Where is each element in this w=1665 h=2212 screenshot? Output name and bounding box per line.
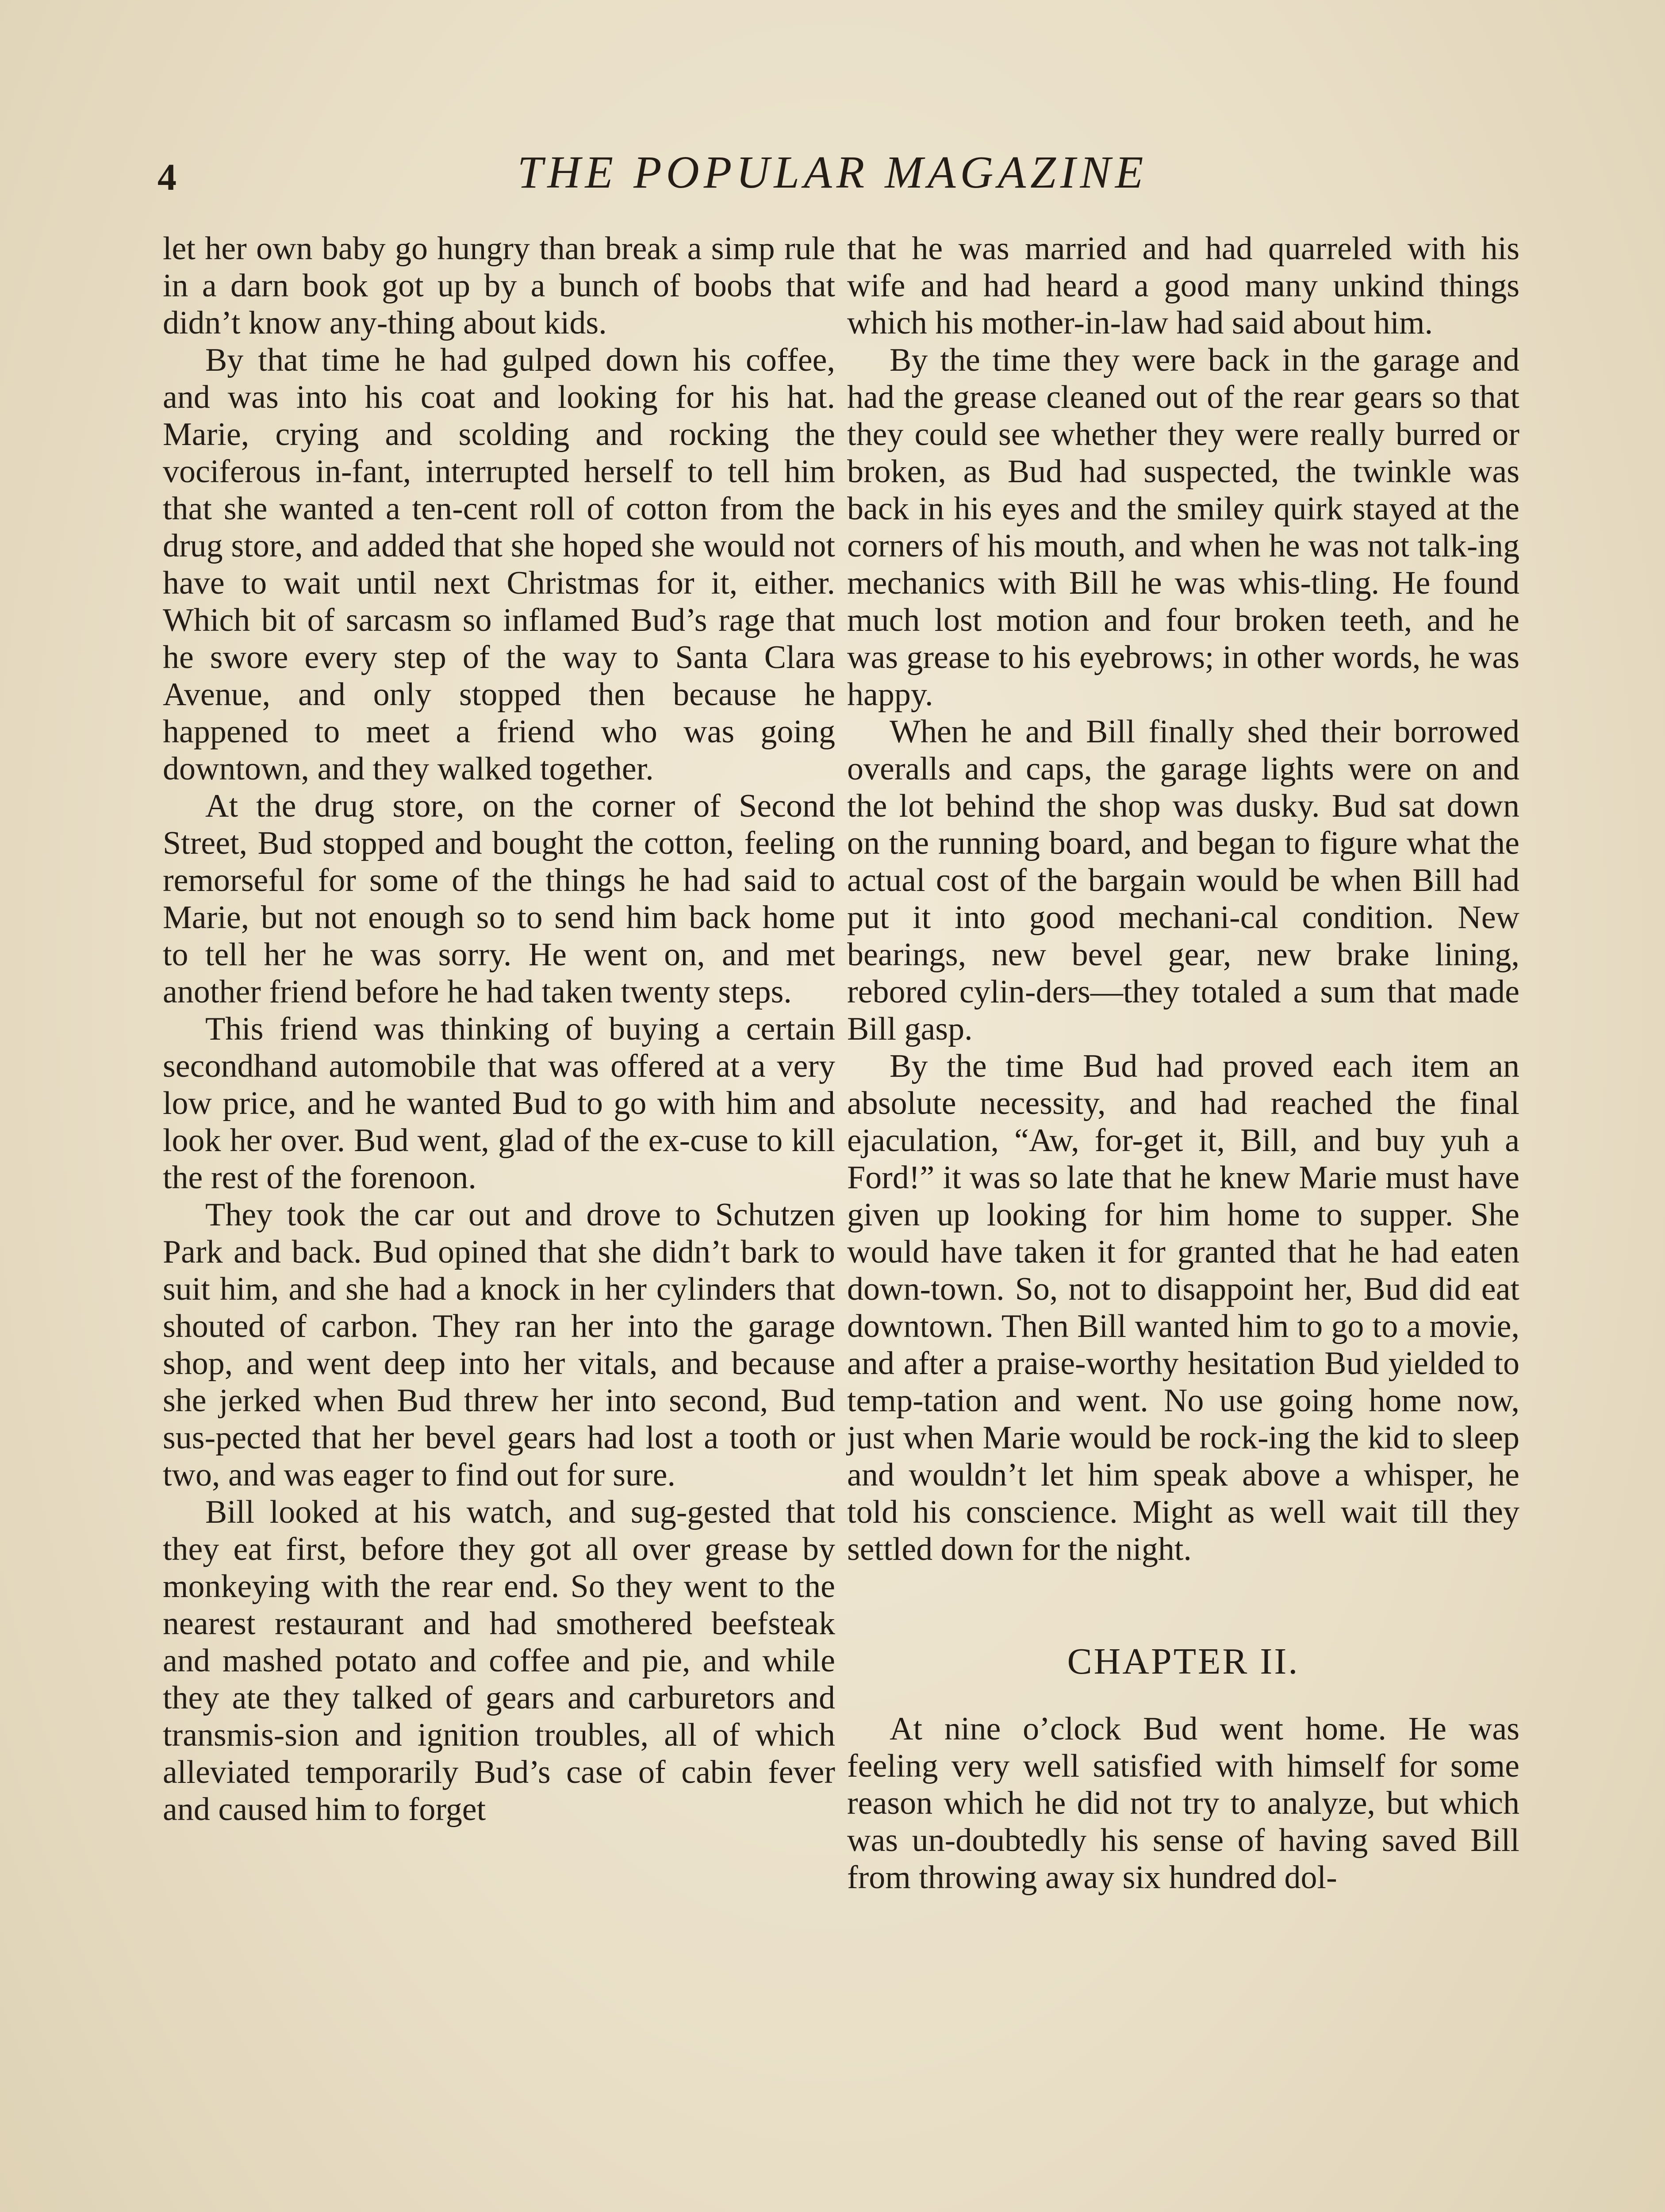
paragraph: Bill looked at his watch, and sug-gested that they eat first, before they got all over grease by monkeying with the rear end. So they went to the nearest restaurant and had smothered beefsteak and mashed potato and coffee and pie, and while they ate they talked of gears and carburetors and transmis-sion and ignition troubles, all of which alleviated temporarily Bud’s case of cabin fever and caused him to forget [163, 1494, 835, 1828]
paragraph: At nine o’clock Bud went home. He was feeling very well satisfied with himself for some reason which he did not try to analyze, but which was un-doubtedly his sense of having saved Bill from throwing away six hundred dol- [847, 1711, 1519, 1896]
page-header [157, 146, 1508, 217]
paragraph: By the time Bud had proved each item an absolute necessity, and had reached the final ejaculation, “Aw, for-get it, Bill, and buy yuh a Ford!” it was so late that he knew Marie must have given up looking for him home to supper. She would have taken it for granted that he had eaten down-town. So, not to disappoint her, Bud did eat downtown. Then Bill wanted him to go to a movie, and after a praise-worthy hesitation Bud yielded to temp-tation and went. No use going home now, just when Marie would be rock-ing the kid to sleep and wouldn’t let him speak above a whisper, he told his conscience. Might as well wait till they settled down for the night. [847, 1048, 1519, 1567]
paragraph: When he and Bill finally shed their borrowed overalls and caps, the garage lights were on and the lot behind the shop was dusky. Bud sat down on the running board, and began to figure what the actual cost of the bargain would be when Bill had put it into good mechani-cal condition. New bearings, new bevel gear, new brake lining, rebored cylin-ders—they totaled a sum that made Bill gasp. [847, 714, 1519, 1047]
paragraph: By the time they were back in the garage and had the grease cleaned out of the rear gears so that they could see whether they were really burred or broken, as Bud had suspected, the twinkle was back in his eyes and the smiley quirk stayed at the corners of his mouth, and when he was not talk-ing mechanics with Bill he was whis-tling. He found much lost motion and four broken teeth, and he was grease to his eyebrows; in other words, he was happy. [847, 342, 1519, 713]
right-column [847, 230, 1519, 1896]
paragraph: that he was married and had quarreled with his wife and had heard a good many unkind things which his mother-in-law had said about him. [847, 230, 1519, 341]
paragraph: let her own baby go hungry than break a simp rule in a darn book got up by a bunch of boobs that didn’t know any-thing about kids. [163, 230, 835, 341]
paragraph: They took the car out and drove to Schutzen Park and back. Bud opined that she didn’t bark to suit him, and she had a knock in her cylinders that shouted of carbon. They ran her into the garage shop, and went deep into her vitals, and because she jerked when Bud threw her into second, Bud sus-pected that her bevel gears had lost a tooth or two, and was eager to find out for sure. [163, 1197, 835, 1493]
left-column [163, 230, 835, 1828]
paragraph: This friend was thinking of buying a certain secondhand automobile that was offered at a very low price, and he wanted Bud to go with him and look her over. Bud went, glad of the ex-cuse to kill the rest of the forenoon. [163, 1011, 835, 1196]
paragraph: By that time he had gulped down his coffee, and was into his coat and looking for his hat. Marie, crying and scolding and rocking the vociferous in-fant, interrupted herself to tell him that she wanted a ten-cent roll of cotton from the drug store, and added that she hoped she would not have to wait until next Christmas for it, either. Which bit of sarcasm so inflamed Bud’s rage that he swore every step of the way to Santa Clara Avenue, and only stopped then because he happened to meet a friend who was going downtown, and they walked together. [163, 342, 835, 787]
chapter-heading: CHAPTER II. [1067, 1641, 1300, 1682]
paragraph: At the drug store, on the corner of Second Street, Bud stopped and bought the cotton, feeling remorseful for some of the things he had said to Marie, but not enough so to send him back home to tell her he was sorry. He went on, and met another friend before he had taken twenty steps. [163, 788, 835, 1010]
page-number: 4 [157, 156, 176, 198]
running-title: THE POPULAR MAGAZINE [517, 147, 1148, 198]
